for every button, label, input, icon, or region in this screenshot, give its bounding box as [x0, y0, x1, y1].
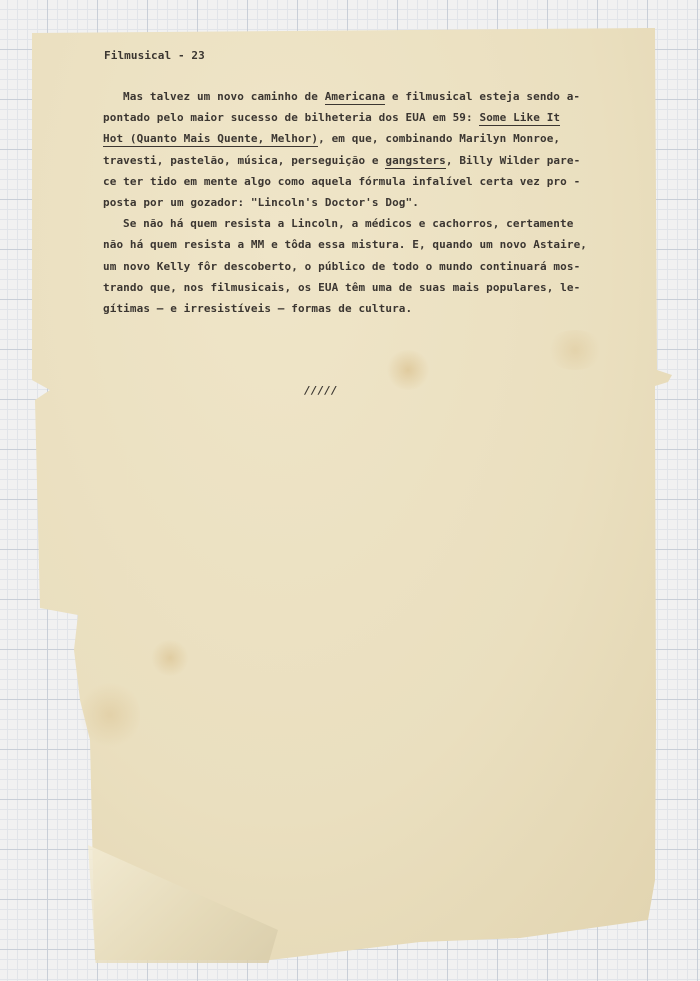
underlined-text: gangsters [385, 153, 446, 167]
text-segment: Mas talvez um novo caminho de [123, 90, 325, 103]
text-segment: Se não há quem resista a Lincoln, a médicos e cachorros, certamente [123, 217, 574, 231]
text-segment: travesti, pastelão, música, perseguição e [103, 153, 386, 167]
underlined-text: Hot (Quanto Mais Quente, Melhor) [103, 132, 319, 146]
page-header: Filmusical - 23 [104, 49, 205, 62]
text-line [123, 217, 573, 230]
text-segment: trando que, nos filmusicais, os EUA têm uma de suas mais populares, le- [103, 280, 581, 294]
text-line [103, 132, 560, 145]
text-segment: não há quem resista a MM e tôda essa mistura. E, quando um novo Astaire, [103, 238, 588, 252]
text-segment: e filmusical esteja sendo a- [385, 90, 581, 103]
text-line [103, 281, 580, 294]
text-segment: ce ter tido em mente algo como aquela fórmula infalível certa vez pro - [103, 174, 581, 188]
text-segment: gítimas — e irresistíveis — formas de cultura. [103, 302, 413, 315]
text-line [123, 90, 580, 103]
text-line [103, 302, 412, 315]
text-line [103, 196, 419, 209]
text-line [103, 154, 580, 167]
text-line [103, 111, 560, 124]
underlined-text: Americana [324, 90, 386, 103]
underlined-text: Some Like It [479, 111, 561, 125]
text-line [103, 175, 580, 188]
text-segment: um novo Kelly fôr descoberto, o público de todo o mundo continuará mos- [103, 259, 581, 273]
text-line [103, 238, 587, 251]
text-segment: posta por um gozador: "Lincoln's Doctor's Dog". [103, 196, 419, 209]
text-segment: , em que, combinando Marilyn Monroe, [318, 132, 561, 146]
text-segment: pontado pelo maior sucesso de bilheteria dos EUA em 59: [103, 111, 480, 125]
text-line [103, 260, 580, 273]
section-separator: ///// [304, 384, 338, 397]
text-segment: , Billy Wilder pare- [445, 153, 581, 167]
